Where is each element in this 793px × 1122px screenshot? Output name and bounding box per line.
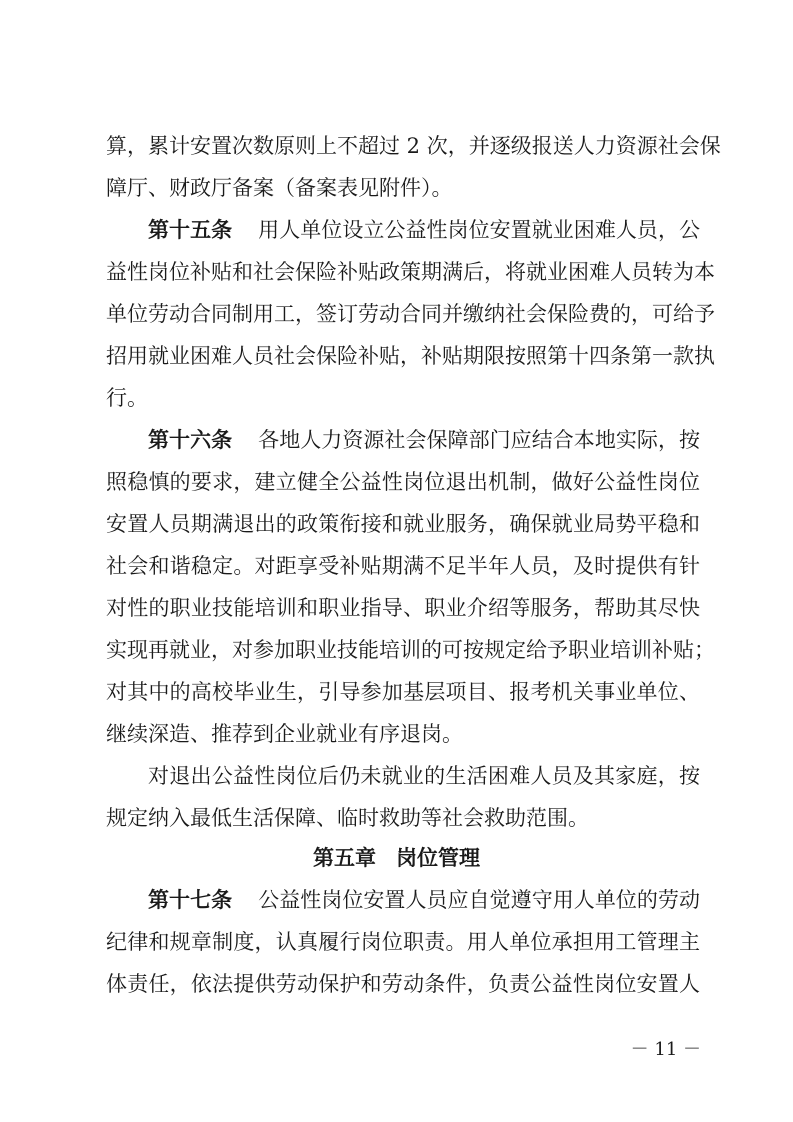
body-text-line: 对退出公益性岗位后仍未就业的生活困难人员及其家庭，按 xyxy=(148,764,700,788)
article-16-first-line xyxy=(148,422,700,458)
body-text-line: 实现再就业，对参加职业技能培训的可按规定给予职业培训补贴； xyxy=(106,638,715,662)
body-text: 用人单位设立公益性岗位安置就业困难人员，公 xyxy=(258,218,701,242)
body-text-line: 算，累计安置次数原则上不超过 2 次，并逐级报送人力资源社会保 xyxy=(106,134,721,158)
page-number: － 11 － xyxy=(630,1039,701,1060)
article-16-label: 第十六条 xyxy=(148,428,233,452)
body-text-line: 安置人员期满退出的政策衔接和就业服务，确保就业局势平稳和 xyxy=(106,512,700,536)
body-text-line: 对性的职业技能培训和职业指导、职业介绍等服务，帮助其尽快 xyxy=(106,596,700,620)
body-text-line: 纪律和规章制度，认真履行岗位职责。用人单位承担用工管理主 xyxy=(106,930,700,954)
body-text-line: 单位劳动合同制用工，签订劳动合同并缴纳社会保险费的，可给予 xyxy=(106,302,715,326)
chapter-number: 第五章 xyxy=(313,846,376,870)
article-17-first-line xyxy=(148,882,700,918)
body-text-line: 社会和谐稳定。对距享受补贴期满不足半年人员，及时提供有针 xyxy=(106,554,700,578)
body-text-line: 益性岗位补贴和社会保险补贴政策期满后，将就业困难人员转为本 xyxy=(106,260,715,284)
body-text-line: 照稳慎的要求，建立健全公益性岗位退出机制，做好公益性岗位 xyxy=(106,470,700,494)
body-text-line: 招用就业困难人员社会保险补贴，补贴期限按照第十四条第一款执 xyxy=(106,344,715,368)
chapter-title: 岗位管理 xyxy=(396,846,480,870)
body-text-line: 继续深造、推荐到企业就业有序退岗。 xyxy=(106,722,463,746)
chapter-heading xyxy=(0,840,793,876)
body-text-line: 障厅、财政厅备案（备案表见附件）。 xyxy=(106,176,453,200)
body-text-line: 体责任，依法提供劳动保护和劳动条件，负责公益性岗位安置人 xyxy=(106,972,700,996)
article-15-first-line xyxy=(148,212,700,248)
body-text: 各地人力资源社会保障部门应结合本地实际，按 xyxy=(258,428,701,452)
body-text: 公益性岗位安置人员应自觉遵守用人单位的劳动 xyxy=(258,888,701,912)
body-text-line: 对其中的高校毕业生，引导参加基层项目、报考机关事业单位、 xyxy=(106,680,700,704)
article-17-label: 第十七条 xyxy=(148,888,233,912)
body-text-line: 行。 xyxy=(106,386,148,410)
article-15-label: 第十五条 xyxy=(148,218,233,242)
body-text-line: 规定纳入最低生活保障、临时救助等社会救助范围。 xyxy=(106,806,589,830)
